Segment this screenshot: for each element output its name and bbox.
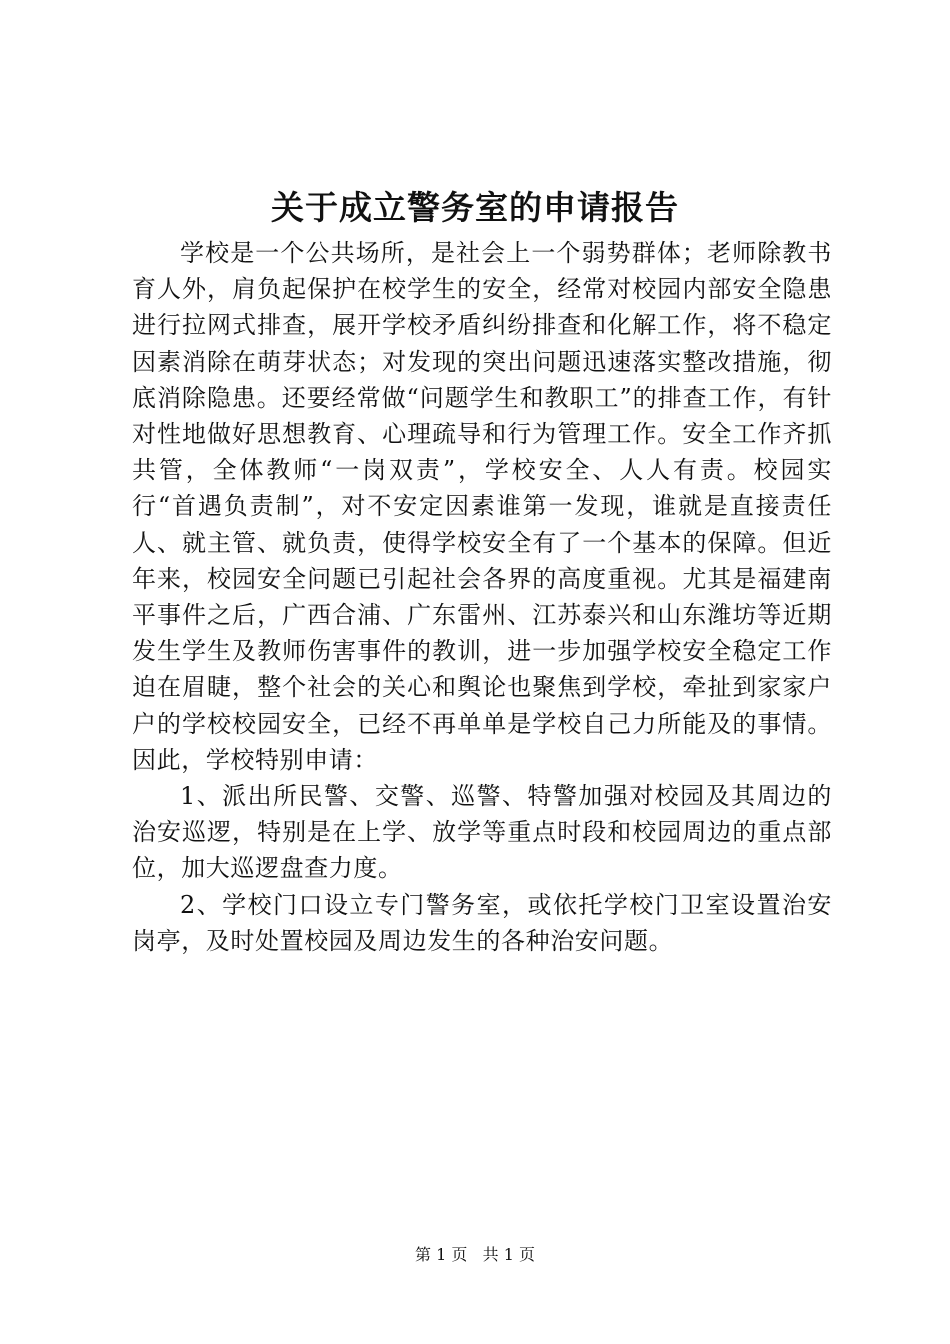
paragraph-intro: 学校是一个公共场所，是社会上一个弱势群体；老师除教书育人外，肩负起保护在校学生的安全，经常对校园内部安全隐患进行拉网式排查，展开学校矛盾纠纷排查和化解工作，将不稳定因素消除在萌芽状态；对发现的突出问题迅速落实整改措施，彻底消除隐患。还要经常做“问题学生和教职工”的排查工作，有针对性地做好思想教育、心理疏导和行为管理工作。安全工作齐抓共管，全体教师“一岗双责”，学校安全、人人有责。校园实行“首遇负责制”，对不安定因素谁第一发现，谁就是直接责任人、就主管、就负责，使得学校安全有了一个基本的保障。但近年来，校园安全问题已引起社会各界的高度重视。尤其是福建南平事件之后，广西合浦、广东雷州、江苏泰兴和山东潍坊等近期发生学生及教师伤害事件的教训，进一步加强学校安全稳定工作迫在眉睫，整个社会的关心和舆论也聚焦到学校，牵扯到家家户户的学校校园安全，已经不再单单是学校自己力所能及的事情。因此，学校特别申请： bbox=[132, 239, 832, 774]
page-footer bbox=[0, 1244, 950, 1266]
document-body bbox=[132, 235, 832, 959]
paragraph-item-1: 1、派出所民警、交警、巡警、特警加强对校园及其周边的治安巡逻，特别是在上学、放学等重点时段和校园周边的重点部位，加大巡逻盘查力度。 bbox=[132, 782, 832, 883]
paragraph-item-2: 2、学校门口设立专门警务室，或依托学校门卫室设置治安岗亭，及时处置校园及周边发生的各种治安问题。 bbox=[132, 890, 832, 955]
page-number-label: 第 1 页 共 1 页 bbox=[415, 1245, 535, 1264]
document-title: 关于成立警务室的申请报告 bbox=[271, 188, 679, 227]
